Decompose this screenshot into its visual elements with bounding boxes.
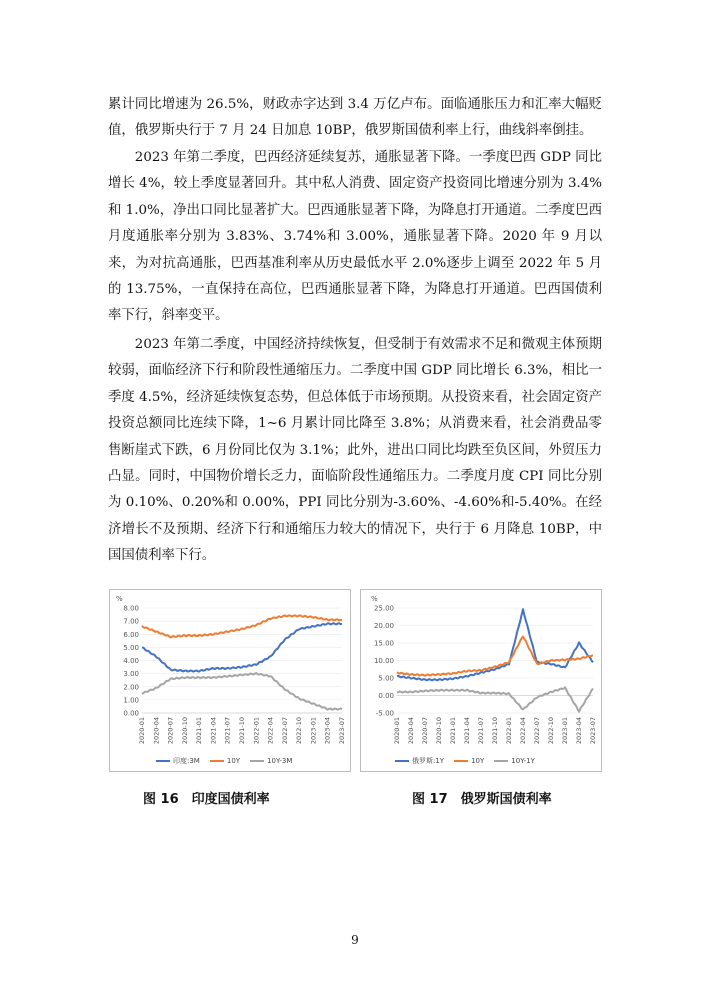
legend-label: 10Y-3M (267, 757, 293, 765)
x-tick-label: 2020-07 (166, 717, 175, 745)
y-tick-label: 8.00 (123, 604, 139, 613)
y-tick-label: 0.00 (123, 709, 139, 718)
x-tick-label: 2020-07 (421, 717, 429, 745)
x-tick-label: 2022-04 (266, 717, 275, 745)
chart-russia-bond-yield (360, 589, 602, 772)
series-line (142, 673, 342, 710)
x-tick-label: 2020-04 (407, 717, 415, 745)
legend-item-india-spread (250, 757, 292, 765)
y-tick-label: 6.00 (123, 630, 139, 639)
legend-label: 俄罗斯:1Y (412, 757, 445, 765)
paragraph-brazil: 2023 年第二季度，巴西经济延续复苏，通胀显著下降。一季度巴西 GDP 同比增长 4%，较上季度显著回升。其中私人消费、固定资产投资同比增速分别为 3.4%和 1.0%，净出口同比显著扩大。巴西通胀显著下降，为降息打开通道。二季度巴西月度通胀率分别为 3.83%、3.74%和 3.00%，通胀显著下降。2020 年 9 月以来，为对抗高通胀，巴西基准利率从历史最低水平 2.0%逐步上调至 2022 年 5 月的 13.75%，一直保持在高位，巴西通胀显著下降，为降息打开通道。巴西国债利率下行，斜率变平。 (108, 150, 602, 324)
x-tick-label: 2021-01 (449, 717, 457, 745)
legend-label: 10Y-1Y (511, 757, 535, 765)
y-tick-label: 0.00 (378, 692, 394, 700)
legend-item-russia-spread (494, 757, 535, 765)
x-tick-label: 2021-07 (223, 717, 232, 745)
y-tick-label: 20.00 (373, 622, 394, 630)
x-tick-label: 2022-04 (519, 717, 527, 745)
y-tick-label: 1.00 (123, 696, 139, 705)
x-tick-label: 2023-01 (561, 717, 569, 745)
unit-label: % (116, 595, 123, 603)
chart-india-bond-yield (109, 589, 351, 772)
page-number: 9 (351, 933, 359, 947)
legend-item-india-3m (156, 756, 200, 766)
figure-17-caption: 图 17 俄罗斯国债利率 (412, 792, 552, 807)
x-tick-label: 2020-04 (152, 717, 161, 745)
x-tick-label: 2022-07 (280, 717, 289, 745)
x-tick-label: 2023-04 (323, 717, 332, 745)
x-tick-label: 2021-01 (195, 717, 204, 745)
y-tick-label: 7.00 (123, 617, 139, 626)
legend-label: 10Y (471, 757, 485, 765)
y-tick-label: 10.00 (373, 657, 394, 665)
y-tick-label: 15.00 (373, 639, 394, 648)
series-line (397, 687, 593, 712)
y-tick-label: 3.00 (123, 670, 139, 679)
x-tick-label: 2023-07 (338, 717, 346, 745)
x-tick-label: 2021-10 (238, 717, 246, 745)
x-tick-label: 2021-07 (477, 717, 485, 745)
x-tick-label: 2020-01 (393, 717, 401, 745)
chart-india-legend (156, 756, 292, 766)
y-tick-label: 5.00 (123, 643, 139, 652)
legend-label: 10Y (226, 757, 241, 765)
chart-india-svg (110, 590, 350, 755)
x-tick-label: 2021-04 (209, 717, 218, 745)
paragraph-china: 2023 年第二季度，中国经济持续恢复，但受制于有效需求不足和微观主体预期较弱，面临经济下行和阶段性通缩压力。二季度中国 GDP 同比增长 6.3%，相比一季度 4.5%，经济延续恢复态势，但总体低于市场预期。从投资来看，社会固定资产投资总额同比连续下降，1~6 月累计同比降至 3.8%；从消费来看，社会消费品零售断崖式下跌，6 月份同比仅为 3.1%；此外，进出口同比均跌至负区间，外贸压力凸显。同时，中国物价增长乏力，面临阶段性通缩压力。二季度月度 CPI 同比分别为 0.10%、0.20%和 0.00%，PPI 同比分别为-3.60%、-4.60%和-5.40%。在经济增长不及预期、经济下行和通缩压力较大的情况下，央行于 6 月降息 10BP，中国国债利率下行。 (108, 337, 602, 564)
legend-item-russia-1y (395, 756, 444, 766)
x-tick-label: 2022-01 (252, 717, 261, 745)
unit-label: % (371, 595, 378, 603)
y-tick-label: -5.00 (375, 709, 394, 718)
x-tick-label: 2022-01 (505, 717, 513, 745)
chart-russia-svg (361, 590, 601, 755)
legend-label: 印度:3M (173, 757, 200, 765)
y-tick-label: 5.00 (378, 674, 394, 683)
legend-item-india-10y (210, 757, 240, 765)
x-tick-label: 2022-10 (547, 717, 555, 745)
x-tick-label: 2022-10 (295, 717, 304, 745)
x-tick-label: 2020-10 (435, 717, 443, 745)
x-tick-label: 2023-01 (309, 717, 318, 745)
x-tick-label: 2020-01 (138, 717, 146, 745)
y-tick-label: 2.00 (123, 683, 139, 692)
chart-russia-legend (395, 756, 535, 766)
y-tick-label: 25.00 (373, 604, 394, 613)
x-tick-label: 2020-10 (180, 717, 189, 745)
y-tick-label: 4.00 (123, 657, 139, 665)
x-tick-label: 2021-10 (491, 717, 499, 745)
x-tick-label: 2023-04 (575, 717, 583, 745)
x-tick-label: 2022-07 (533, 717, 541, 745)
x-tick-label: 2021-04 (463, 717, 471, 745)
paragraph-russia-cont: 累计同比增速为 26.5%，财政赤字达到 3.4 万亿卢布。面临通胀压力和汇率大幅贬值，俄罗斯央行于 7 月 24 日加息 10BP，俄罗斯国债利率上行，曲线斜率倒挂。 (108, 97, 602, 139)
figure-16-caption: 图 16 印度国债利率 (143, 792, 270, 807)
legend-item-russia-10y (454, 757, 484, 765)
series-line (397, 609, 593, 680)
x-tick-label: 2023-07 (589, 717, 597, 745)
